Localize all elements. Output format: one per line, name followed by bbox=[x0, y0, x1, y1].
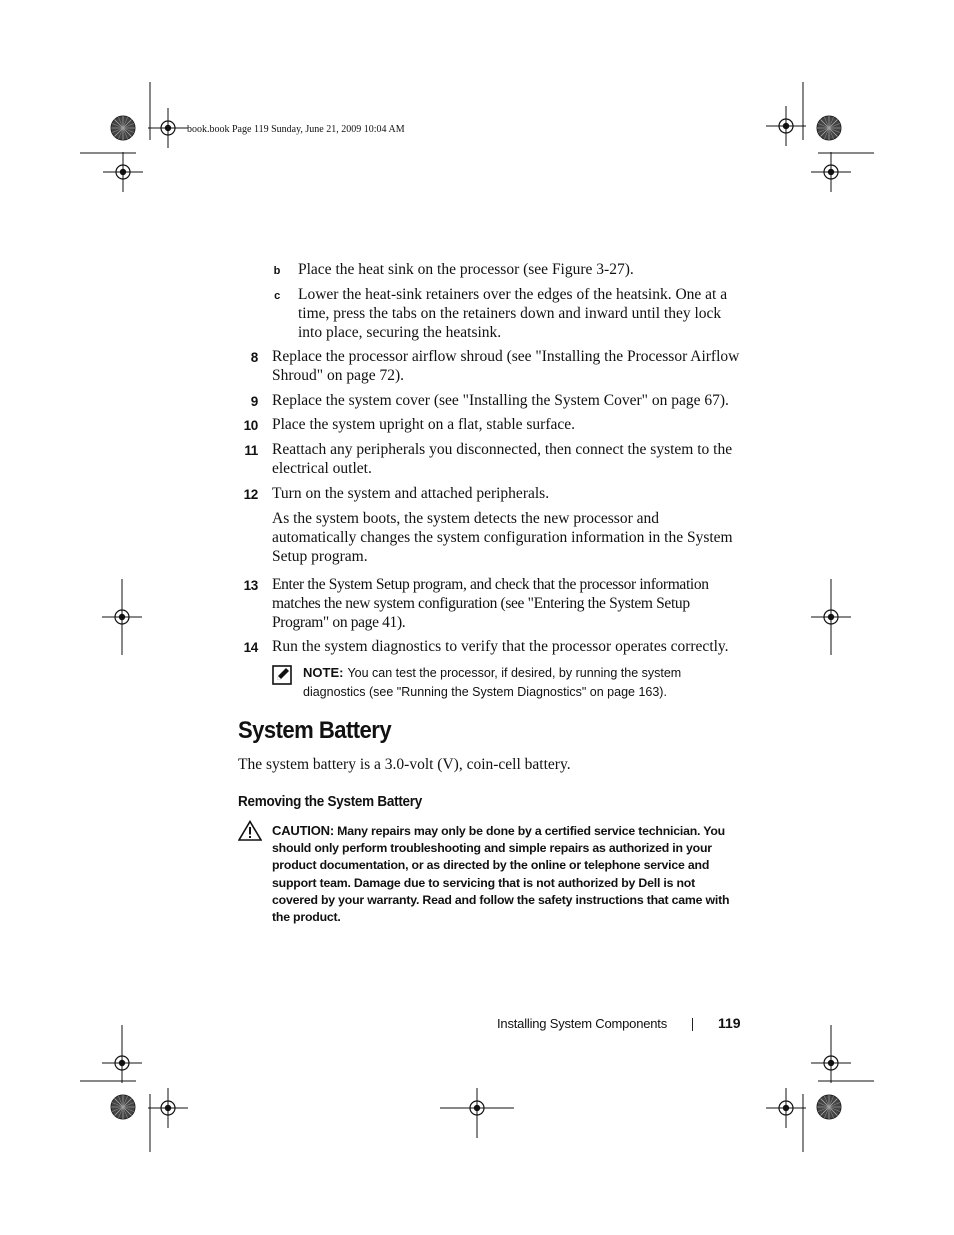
substep-label: c bbox=[274, 290, 280, 302]
step-number: 13 bbox=[243, 578, 258, 593]
step-number: 8 bbox=[250, 350, 258, 365]
step-number: 12 bbox=[243, 487, 258, 502]
note-label: NOTE: bbox=[303, 665, 344, 680]
warning-triangle-icon bbox=[238, 820, 262, 846]
step-number: 11 bbox=[244, 443, 258, 458]
caution-block bbox=[272, 822, 742, 926]
step-number: 9 bbox=[250, 394, 258, 409]
step-text: Replace the system cover (see "Installing the System Cover" on page 67). bbox=[272, 392, 729, 409]
step-text: Reattach any peripherals you disconnected, then connect the system to the electrical outlet. bbox=[272, 441, 733, 477]
step-number: 10 bbox=[243, 418, 258, 433]
step-text: Turn on the system and attached peripherals. bbox=[272, 485, 550, 502]
caution-label: CAUTION: bbox=[272, 823, 334, 838]
substep-text: Place the heat sink on the processor (see Figure 3-27). bbox=[298, 261, 634, 278]
subsection-title: Removing the System Battery bbox=[238, 793, 423, 810]
step-text: Place the system upright on a flat, stable surface. bbox=[272, 416, 576, 433]
note-block bbox=[303, 664, 743, 701]
page-number: 119 bbox=[718, 1015, 741, 1031]
note-text: You can test the processor, if desired, by running the system diagnostics (see "Running the System Diagnostics" on page 163). bbox=[303, 666, 682, 699]
step-number: 14 bbox=[243, 640, 258, 655]
substep-label: b bbox=[273, 265, 280, 277]
step-text: Run the system diagnostics to verify that the processor operates correctly. bbox=[272, 638, 729, 655]
step-12-followup: As the system boots, the system detects the new processor and automatically changes the system configuration information in the System Setup program. bbox=[272, 510, 733, 565]
caution-text: Many repairs may only be done by a certified service technician. You should only perform troubleshooting and simple repairs as authorized in your product documentation, or as directed by the online or telephone service and support team. Damage due to servicing that is not authorized by Dell is not covered by your warranty. Read and follow the safety instructions that came with the product. bbox=[272, 824, 730, 925]
section-intro: The system battery is a 3.0-volt (V), coin-cell battery. bbox=[238, 756, 571, 773]
step-text: Enter the System Setup program, and check that the processor information matches the new system configuration (see "Entering the System Setup Program" on page 41). bbox=[272, 576, 709, 631]
print-header-line: book.book Page 119 Sunday, June 21, 2009 10:04 AM bbox=[187, 124, 405, 135]
footer-divider bbox=[692, 1018, 693, 1031]
footer-section-name: Installing System Components bbox=[497, 1016, 667, 1031]
substep-text: Lower the heat-sink retainers over the edges of the heatsink. One at a time, press the tabs on the retainers down and inward until they lock into place, securing the heatsink. bbox=[298, 286, 728, 341]
section-title: System Battery bbox=[238, 717, 392, 744]
note-pencil-icon bbox=[272, 665, 292, 690]
step-text: Replace the processor airflow shroud (see "Installing the Processor Airflow Shroud" on page 72). bbox=[272, 348, 740, 384]
